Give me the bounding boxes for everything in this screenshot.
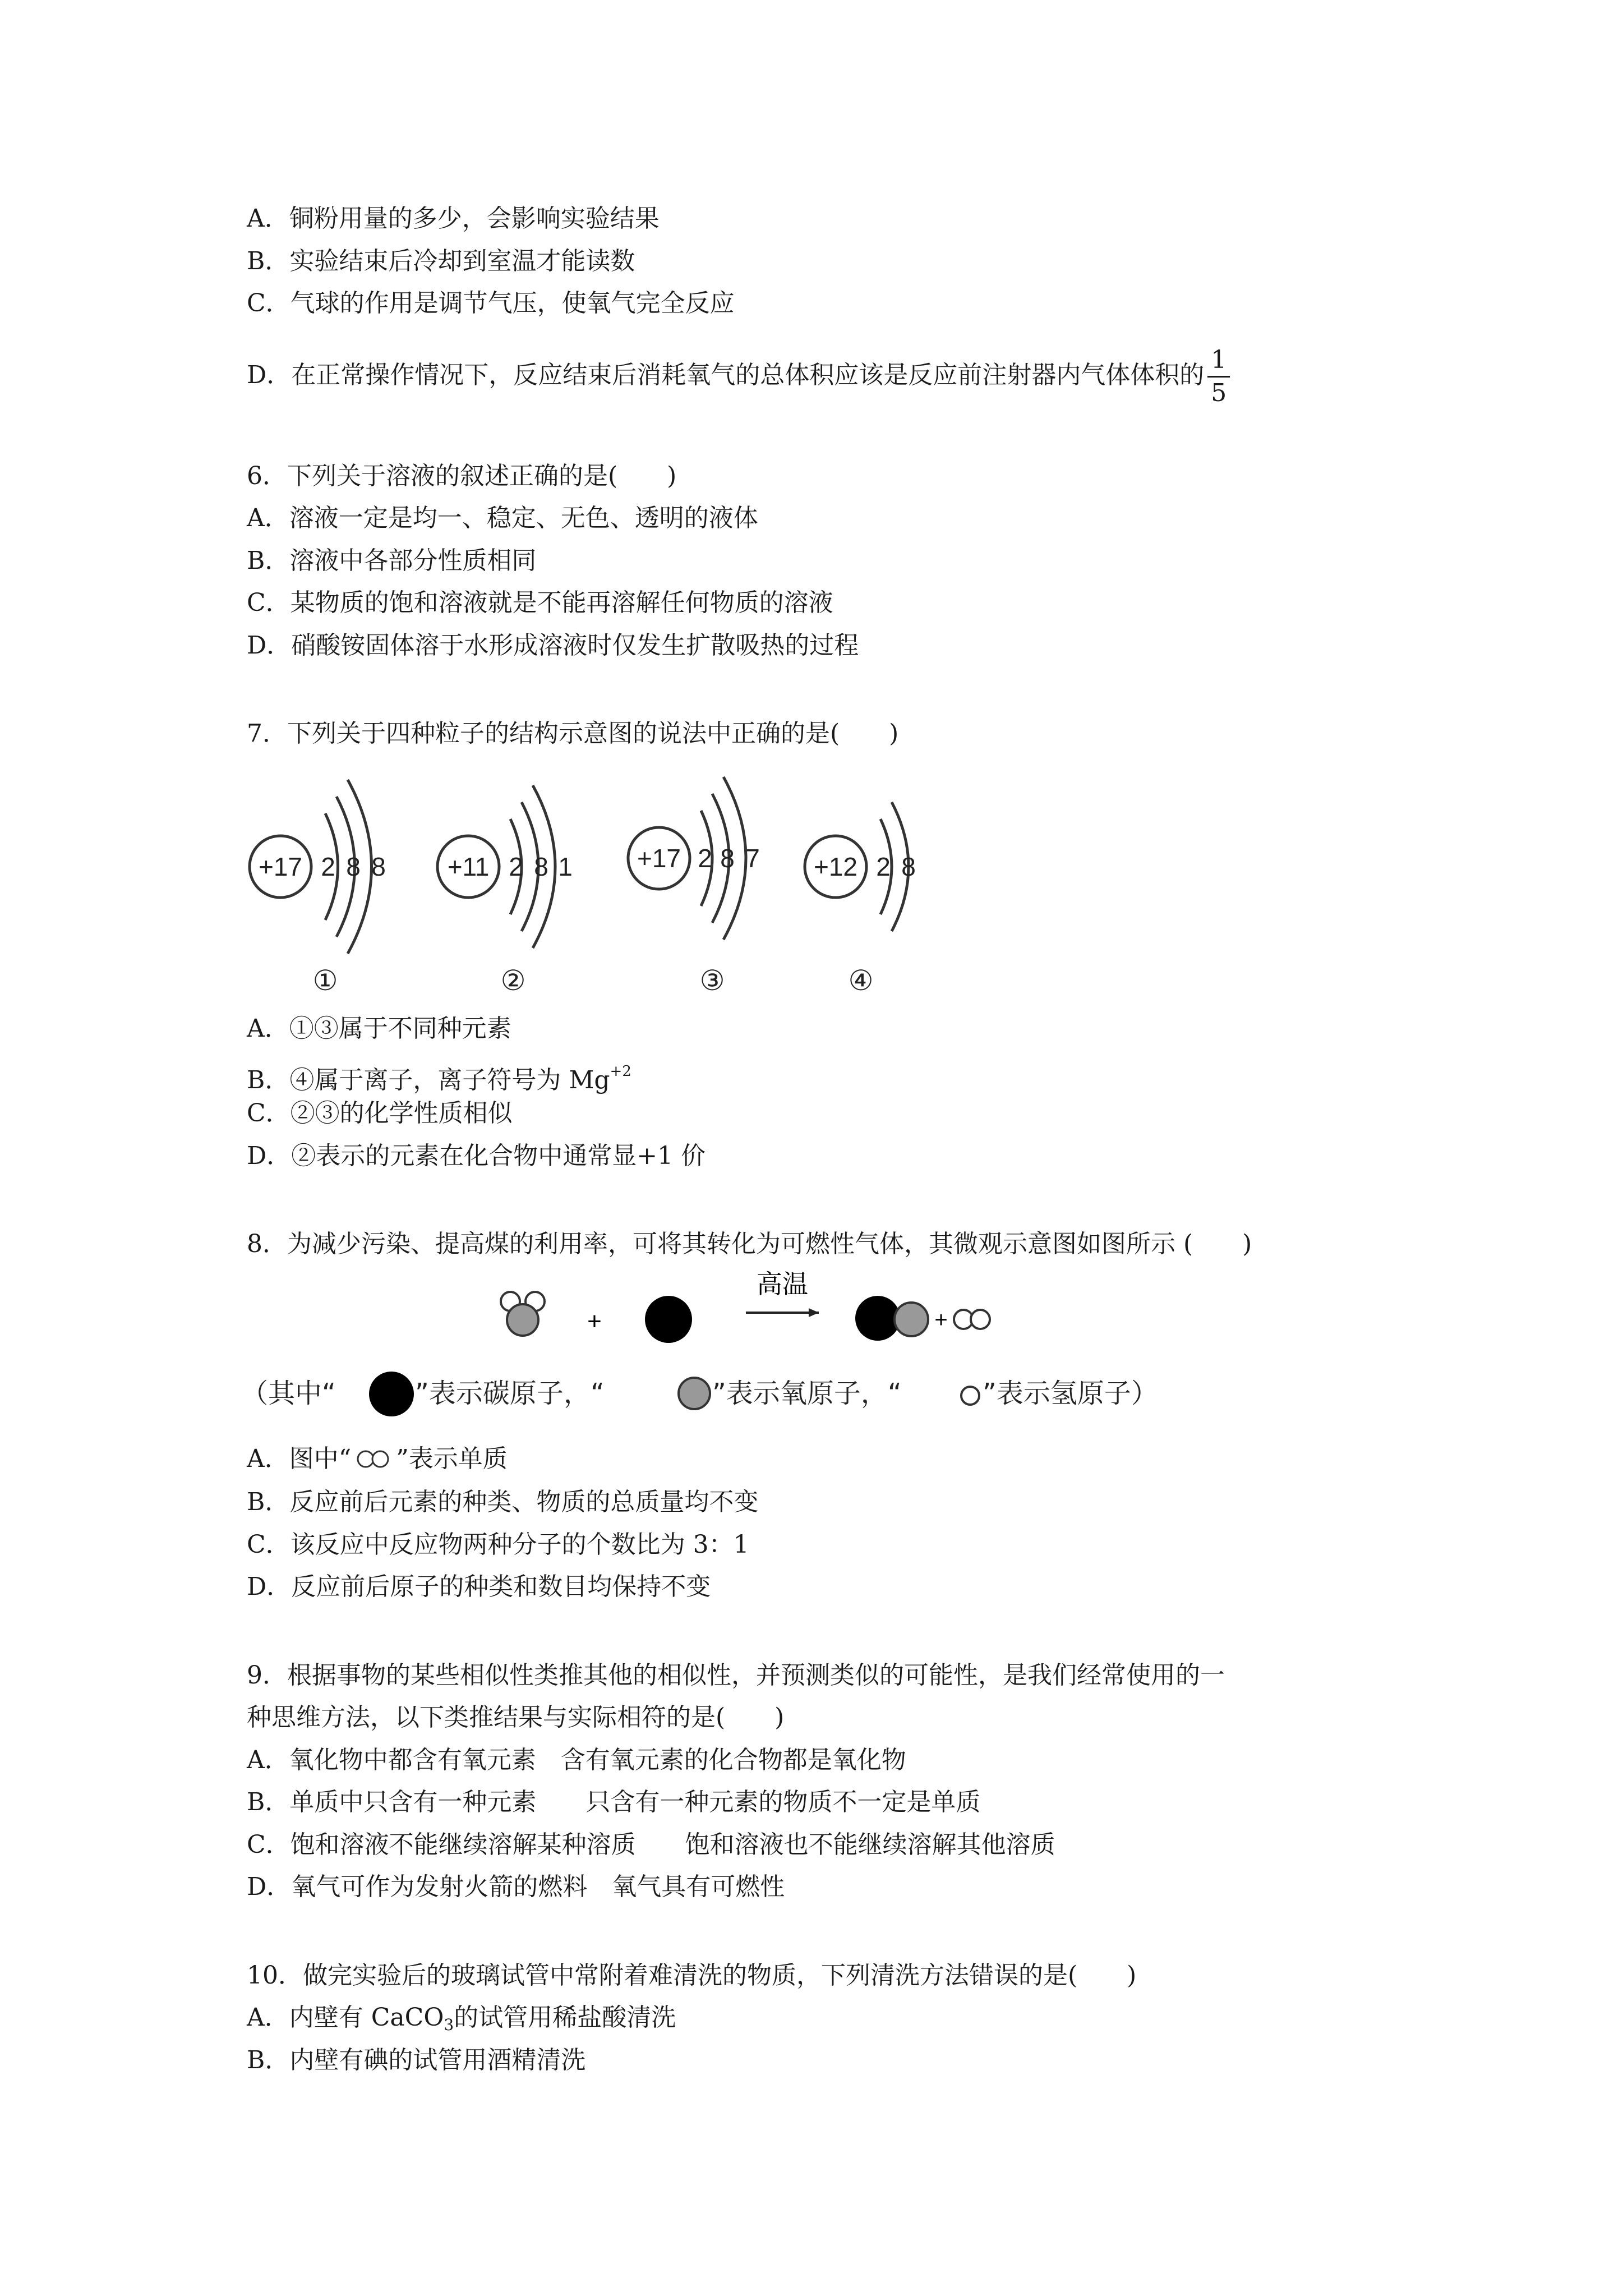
particle-label-2: ②	[500, 965, 526, 996]
q10-stem: 10．做完实验后的玻璃试管中常附着难清洗的物质，下列清洗方法错误的是( )	[247, 1961, 1137, 1990]
q5-option-d-text: D．在正常操作情况下，反应结束后消耗氧气的总体积应该是反应前注射器内气体体积的	[247, 361, 1205, 389]
nucleus-charge-1: +17	[258, 852, 303, 881]
hydrogen-molecule-icon	[351, 1448, 396, 1470]
shell-electron-count: 1	[558, 852, 573, 881]
arrow-head	[809, 1308, 819, 1317]
particle-label-1: ①	[312, 965, 338, 996]
q10-option-a-pre: A．内壁有 CaCO	[247, 2003, 444, 2032]
q7-option-b-text: B．④属于离子，离子符号为 Mg	[247, 1066, 610, 1094]
q7-option-c: C．②③的化学性质相似	[247, 1099, 513, 1128]
q5-option-d	[247, 348, 1230, 406]
q6-option-c: C．某物质的饱和溶液就是不能再溶解任何物质的溶液	[247, 588, 833, 617]
reaction-micro-diagram	[241, 1268, 1195, 1430]
shell-electron-count: 2	[876, 852, 891, 881]
shell-electron-count: 2	[698, 844, 712, 873]
legend-carbon-text: ”表示碳原子，“	[415, 1378, 605, 1409]
q8-option-b: B．反应前后元素的种类、物质的总质量均不变	[247, 1488, 759, 1516]
oxygen-atom	[895, 1303, 928, 1336]
q10-option-a-post: 的试管用稀盐酸清洗	[454, 2003, 676, 2032]
fraction-numerator: 1	[1207, 348, 1230, 378]
q6-option-d: D．硝酸铵固体溶于水形成溶液时仅发生扩散吸热的过程	[247, 631, 859, 660]
carbon-atom	[855, 1296, 900, 1341]
q5-option-b: B．实验结束后冷却到室温才能读数	[247, 247, 635, 275]
q5-option-c: C．气球的作用是调节气压，使氧气完全反应	[247, 289, 735, 318]
q7-option-a: A．①③属于不同种元素	[247, 1014, 511, 1043]
atomic-structure-diagrams	[241, 769, 970, 1004]
q8-option-c: C．该反应中反应物两种分子的个数比为 3：1	[247, 1530, 749, 1559]
shell-electron-count: 8	[346, 852, 361, 881]
shell-electron-count: 2	[321, 852, 335, 881]
q8-option-a-pre: A．图中“	[247, 1444, 352, 1473]
q9-option-b: B．单质中只含有一种元素 只含有一种元素的物质不一定是单质	[247, 1788, 981, 1816]
fraction-denominator: 5	[1211, 379, 1227, 407]
reaction-condition: 高温	[757, 1269, 808, 1299]
q9-option-a: A．氧化物中都含有氧元素 含有氧元素的化合物都是氧化物	[247, 1746, 906, 1774]
legend-oxygen-text: ”表示氧原子，“	[712, 1378, 902, 1409]
q6-option-b: B．溶液中各部分性质相同	[247, 546, 537, 575]
legend-hydrogen-text: ”表示氢原子）	[983, 1378, 1158, 1409]
q10-option-b: B．内壁有碘的试管用酒精清洗	[247, 2046, 586, 2074]
q8-option-a	[247, 1442, 508, 1476]
q8-option-a-post: ”表示单质	[396, 1444, 508, 1473]
fraction-one-fifth	[1207, 348, 1230, 406]
ion-charge-superscript: +2	[610, 1063, 631, 1080]
plus-sign: +	[934, 1308, 948, 1332]
particle-label-4: ④	[848, 965, 874, 996]
q6-stem: 6．下列关于溶液的叙述正确的是( )	[247, 462, 677, 490]
nucleus-charge-4: +12	[813, 852, 858, 881]
q7-stem: 7．下列关于四种粒子的结构示意图的说法中正确的是( )	[247, 719, 899, 748]
legend-hydrogen-icon	[961, 1387, 979, 1405]
shell-electron-count: 8	[720, 844, 735, 873]
q8-option-d: D．反应前后原子的种类和数目均保持不变	[247, 1572, 711, 1601]
shell-electron-count: 2	[509, 852, 523, 881]
shell-electron-count: 8	[901, 852, 916, 881]
particle-label-3: ③	[699, 965, 725, 996]
q9-option-c: C．饱和溶液不能继续溶解某种溶质 饱和溶液也不能继续溶解其他溶质	[247, 1830, 1055, 1859]
nucleus-charge-3: +17	[637, 844, 681, 873]
oxygen-atom	[507, 1304, 538, 1336]
legend-carbon-icon	[369, 1372, 414, 1416]
q9-stem-line2: 种思维方法，以下类推结果与实际相符的是( )	[247, 1703, 785, 1732]
q8-stem: 8．为减少污染、提高煤的利用率，可将其转化为可燃性气体，其微观示意图如图所示 ( )	[247, 1230, 1252, 1258]
subscript-3: 3	[444, 2016, 454, 2034]
shell-electron-count: 7	[745, 844, 760, 873]
plus-sign: +	[587, 1308, 602, 1335]
q9-option-d: D．氧气可作为发射火箭的燃料 氧气具有可燃性	[247, 1872, 785, 1901]
shell-electron-count: 8	[534, 852, 548, 881]
q10-option-a	[247, 2001, 676, 2042]
legend-oxygen-icon	[679, 1378, 710, 1409]
shell-electron-count: 8	[371, 852, 386, 881]
carbon-atom	[645, 1296, 692, 1343]
q5-option-a: A．铜粉用量的多少，会影响实验结果	[247, 204, 660, 233]
nucleus-charge-2: +11	[447, 852, 490, 881]
hydrogen-atom	[971, 1310, 990, 1329]
q9-stem-line1: 9．根据事物的某些相似性类推其他的相似性，并预测类似的可能性，是我们经常使用的一	[247, 1661, 1225, 1690]
q7-option-d: D．②表示的元素在化合物中通常显+1 价	[247, 1142, 706, 1170]
legend-open: （其中“	[241, 1378, 336, 1409]
q7-option-b	[247, 1055, 631, 1097]
q6-option-a: A．溶液一定是均一、稳定、无色、透明的液体	[247, 504, 758, 532]
